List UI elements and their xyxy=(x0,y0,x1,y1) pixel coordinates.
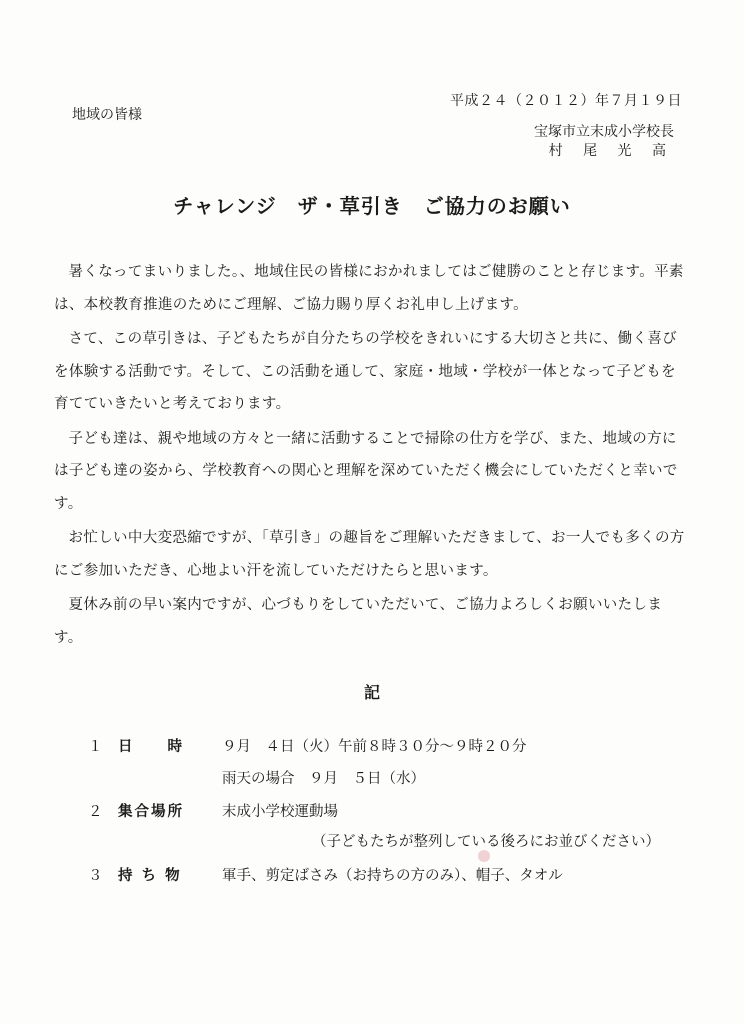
item-value-date: ９月 ４日（火）午前８時３０分～９時２０分 xyxy=(222,739,527,755)
issue-date: 平成２４（２０１２）年７月１９日 xyxy=(450,93,682,109)
item-sub-place: （子どもたちが整列している後ろにお並びください） xyxy=(312,834,660,850)
item-label-date: 日 時 xyxy=(118,739,184,755)
ki-heading: 記 xyxy=(363,683,380,702)
author-name: 村 尾 光 高 xyxy=(548,143,674,159)
paragraph: お忙しい中大変恐縮ですが、「草引き」の趣旨をご理解いただきまして、お一人でも多くの方にご参加いただき、心地よい汗を流していただけたらと思います。 xyxy=(54,530,685,579)
item-number: ２ xyxy=(88,804,103,820)
item-number: ３ xyxy=(88,868,103,884)
item-value-place: 末成小学校運動場 xyxy=(222,804,338,820)
paper-mark xyxy=(478,850,490,862)
addressee: 地域の皆様 xyxy=(72,107,142,123)
paragraph: 子ども達は、親や地域の方々と一緒に活動することで掃除の仕方を学び、また、地域の方には子ども達の姿から、学校教育への関心と理解を深めていただく機会にしていただくと幸いです。 xyxy=(54,430,678,512)
item-sub-rain: 雨天の場合 ９月 ５日（水） xyxy=(222,771,425,787)
item-label-belongings: 持 ち 物 xyxy=(118,868,182,884)
paragraph: 夏休み前の早い案内ですが、心づもりをしていただいて、ご協力よろしくお願いいたします。 xyxy=(54,597,663,646)
item-label-place: 集合場所 xyxy=(118,804,184,820)
item-number: １ xyxy=(88,739,103,755)
paragraph: 暑くなってまいりました。、地域住民の皆様におかれましてはご健勝のことと存じます。平素は、本校教育推進のためにご理解、ご協力賜り厚くお礼申し上げます。 xyxy=(54,264,684,313)
letter-body xyxy=(54,256,690,656)
page-title: チャレンジ ザ・草引き ご協力のお願い xyxy=(173,194,571,218)
organization: 宝塚市立末成小学校長 xyxy=(534,124,674,140)
item-value-belongings: 軍手、剪定ばさみ（お持ちの方のみ）、帽子、タオル xyxy=(222,868,563,884)
paragraph: さて、この草引きは、子どもたちが自分たちの学校をきれいにする大切さと共に、働く喜びを体験する活動です。そして、この活動を通して、家庭・地域・学校が一体となって子どもを育てていきたいと考えております。 xyxy=(54,331,678,412)
